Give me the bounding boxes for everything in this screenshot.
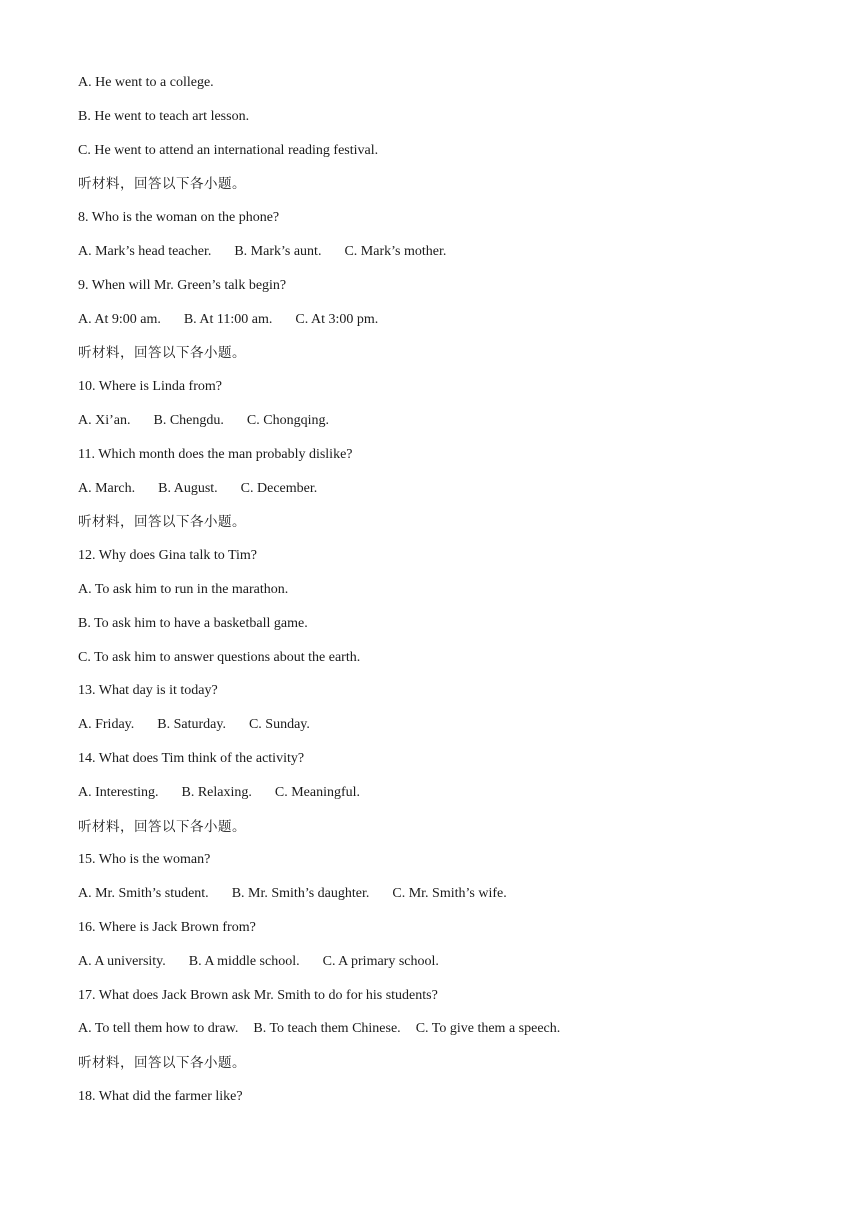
answer-option: A. Mark’s head teacher. [78, 243, 212, 259]
answer-option: C. To ask him to answer questions about the earth. [78, 649, 361, 665]
answer-options-row [78, 478, 798, 512]
section-instruction: 听材料，回答以下各小题。 [78, 818, 246, 835]
answer-option: B. Saturday. [157, 717, 226, 733]
answer-option: A. March. [78, 480, 136, 496]
answer-option: C. To give them a speech. [415, 1021, 561, 1037]
answer-option: B. August. [158, 480, 218, 496]
answer-option: B. Relaxing. [181, 784, 252, 800]
section-instruction: 听材料，回答以下各小题。 [78, 176, 246, 193]
answer-option: A. Mr. Smith’s student. [78, 886, 209, 902]
answer-option: C. Sunday. [248, 717, 310, 733]
question-text: 9. When will Mr. Green’s talk begin? [78, 277, 287, 293]
answer-option: C. Mr. Smith’s wife. [392, 886, 507, 902]
answer-option: A. He went to a college. [78, 75, 214, 90]
answer-options-row [78, 782, 798, 816]
question-text: 17. What does Jack Brown ask Mr. Smith to do for his students? [78, 987, 438, 1003]
question-text: 8. Who is the woman on the phone? [78, 210, 280, 226]
answer-options-row [78, 714, 798, 748]
answer-options-row [78, 951, 798, 985]
answer-option: C. Mark’s mother. [344, 243, 447, 259]
answer-option: C. He went to attend an international reading festival. [78, 142, 379, 158]
section-instruction: 听材料，回答以下各小题。 [78, 1055, 246, 1072]
answer-option: B. Chengdu. [153, 412, 224, 428]
answer-option: B. Mark’s aunt. [234, 243, 322, 259]
answer-option: B. At 11:00 am. [183, 311, 273, 327]
question-text: 10. Where is Linda from? [78, 379, 222, 395]
question-text: 14. What does Tim think of the activity? [78, 750, 305, 766]
answer-option: B. A middle school. [188, 953, 300, 969]
answer-option: A. To tell them how to draw. [78, 1021, 239, 1037]
question-text: 12. Why does Gina talk to Tim? [78, 548, 258, 564]
answer-option: B. Mr. Smith’s daughter. [231, 886, 370, 902]
answer-option: A. A university. [78, 953, 166, 969]
answer-options-row [78, 309, 798, 343]
answer-option: C. Meaningful. [274, 784, 361, 800]
answer-option: A. Xi’an. [78, 412, 131, 428]
answer-option: C. Chongqing. [246, 412, 329, 428]
section-instruction: 听材料，回答以下各小题。 [78, 514, 246, 531]
document-body [78, 72, 798, 1120]
answer-option: B. To teach them Chinese. [253, 1021, 401, 1037]
question-text: 13. What day is it today? [78, 683, 218, 699]
section-instruction: 听材料，回答以下各小题。 [78, 345, 246, 362]
question-text: 15. Who is the woman? [78, 852, 211, 868]
answer-option: A. At 9:00 am. [78, 311, 161, 327]
answer-options-row [78, 241, 798, 275]
answer-options-row [78, 883, 798, 917]
answer-option: A. Interesting. [78, 784, 159, 800]
answer-option: C. At 3:00 pm. [295, 311, 379, 327]
answer-options-row [78, 410, 798, 444]
question-text: 16. Where is Jack Brown from? [78, 919, 256, 935]
answer-option: A. To ask him to run in the marathon. [78, 581, 289, 597]
question-text: 18. What did the farmer like? [78, 1088, 243, 1104]
answer-option: A. Friday. [78, 717, 135, 733]
answer-options-row [78, 1018, 798, 1052]
answer-option: B. To ask him to have a basketball game. [78, 615, 308, 631]
question-text: 11. Which month does the man probably dislike? [78, 446, 353, 462]
answer-option: C. A primary school. [322, 953, 439, 969]
answer-option: C. December. [240, 480, 318, 496]
answer-option: B. He went to teach art lesson. [78, 108, 250, 124]
